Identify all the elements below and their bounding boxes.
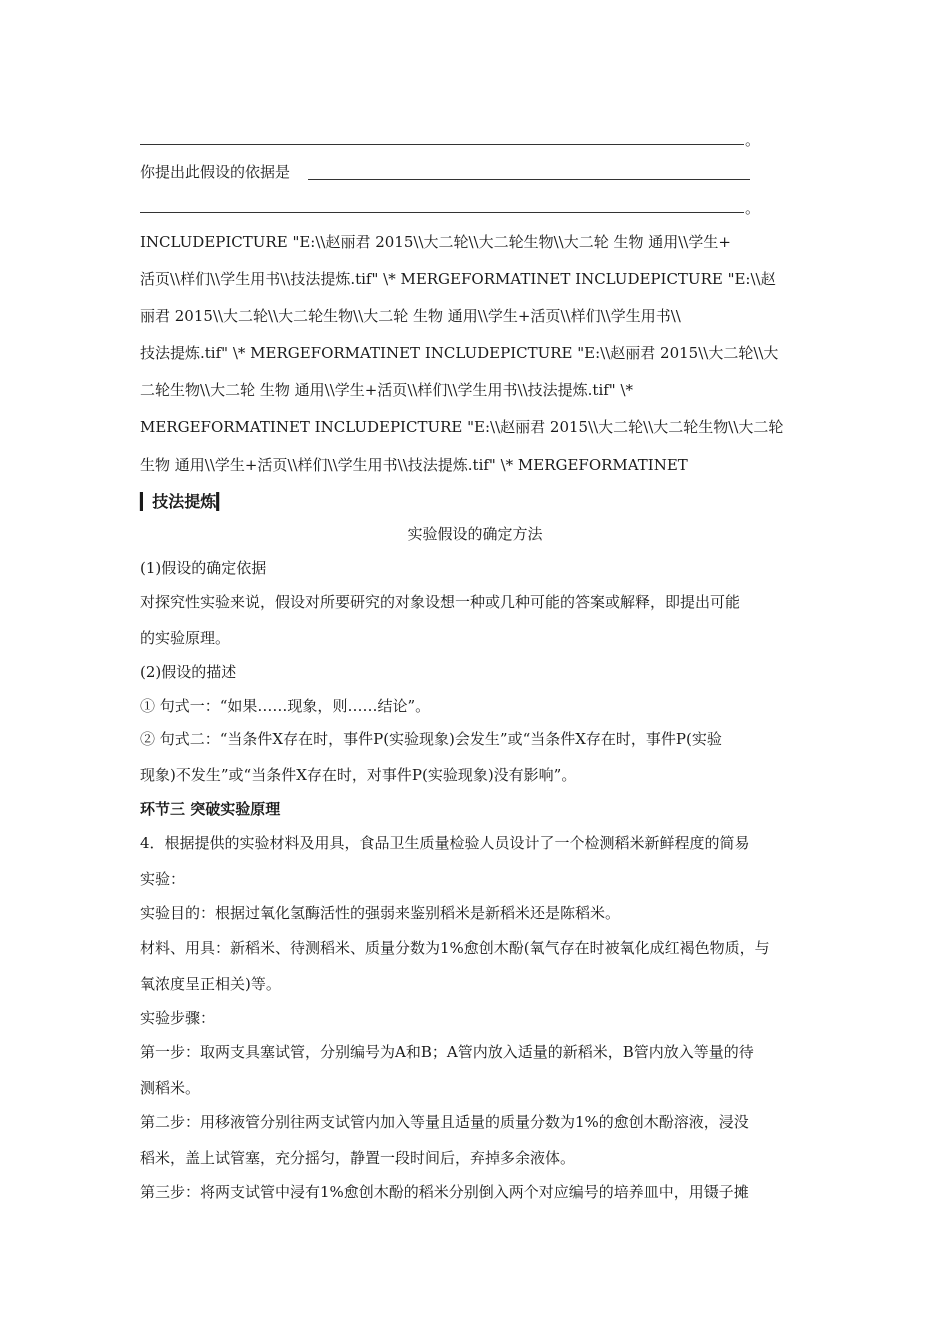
step2-line-1: 第二步：用移液管分别往两支试管内加入等量且适量的质量分数为1%的愈创木酚溶液，浸没: [140, 1113, 749, 1131]
answer-blank-2: [308, 179, 750, 180]
q4-line-1: 4．根据提供的实验材料及用具，食品卫生质量检验人员设计了一个检测稻米新鲜程度的简易: [140, 834, 750, 852]
answer-blank-1: [140, 144, 744, 145]
technique-heading: ▎技法提炼▎: [140, 492, 229, 511]
technique-form2-1: ② 句式二：“当条件X存在时，事件P(实验现象)会发生”或“当条件X存在时，事件P(实验: [140, 730, 722, 748]
step1-line-2: 测稻米。: [140, 1079, 201, 1097]
technique-form1: ① 句式一：“如果……现象，则……结论”。: [140, 697, 431, 715]
answer-blank-3: [140, 212, 744, 213]
period-1: 。: [745, 131, 761, 149]
step2-line-2: 稻米，盖上试管塞，充分摇匀，静置一段时间后，弃掉多余液体。: [140, 1149, 576, 1167]
field-code-line-5: 二轮生物\\大二轮 生物 通用\\学生+活页\\样们\\学生用书\\技法提炼.tif" \*: [140, 381, 634, 399]
section3-heading: 环节三 突破实验原理: [140, 800, 281, 818]
technique-form2-2: 现象)不发生”或“当条件X存在时，对事件P(实验现象)没有影响”。: [140, 766, 577, 784]
technique-sub1-text-2: 的实验原理。: [140, 629, 231, 647]
field-code-line-3: 丽君 2015\\大二轮\\大二轮生物\\大二轮 生物 通用\\学生+活页\\样们\\学生用书\\: [140, 307, 681, 325]
technique-sub1: (1)假设的确定依据: [140, 559, 267, 577]
period-2: 。: [745, 199, 761, 217]
field-code-line-6: MERGEFORMATINET INCLUDEPICTURE "E:\\赵丽君 2015\\大二轮\\大二轮生物\\大二轮: [140, 418, 784, 436]
technique-title: 实验假设的确定方法: [407, 525, 543, 543]
q4-line-2: 实验：: [140, 870, 186, 888]
technique-sub2: (2)假设的描述: [140, 663, 237, 681]
step3-line-1: 第三步：将两支试管中浸有1%愈创木酚的稻米分别倒入两个对应编号的培养皿中，用镊子摊: [140, 1183, 749, 1201]
steps-label: 实验步骤：: [140, 1009, 216, 1027]
materials-line-1: 材料、用具：新稻米、待测稻米、质量分数为1%愈创木酚(氧气存在时被氧化成红褐色物质，与: [140, 939, 770, 957]
step1-line-1: 第一步：取两支具塞试管，分别编号为A和B；A管内放入适量的新稻米，B管内放入等量的待: [140, 1043, 754, 1061]
field-code-line-4: 技法提炼.tif" \* MERGEFORMATINET INCLUDEPICTURE "E:\\赵丽君 2015\\大二轮\\大: [140, 344, 779, 362]
field-code-line-7: 生物 通用\\学生+活页\\样们\\学生用书\\技法提炼.tif" \* MERGEFORMATINET: [140, 456, 688, 474]
technique-sub1-text-1: 对探究性实验来说，假设对所要研究的对象设想一种或几种可能的答案或解释，即提出可能: [140, 593, 741, 611]
materials-line-2: 氧浓度呈正相关)等。: [140, 975, 281, 993]
basis-label: 你提出此假设的依据是: [140, 163, 291, 181]
purpose: 实验目的：根据过氧化氢酶活性的强弱来鉴别稻米是新稻米还是陈稻米。: [140, 904, 621, 922]
field-code-line-2: 活页\\样们\\学生用书\\技法提炼.tif" \* MERGEFORMATINET INCLUDEPICTURE "E:\\赵: [140, 270, 776, 288]
field-code-line-1: INCLUDEPICTURE "E:\\赵丽君 2015\\大二轮\\大二轮生物\\大二轮 生物 通用\\学生+: [140, 233, 731, 251]
